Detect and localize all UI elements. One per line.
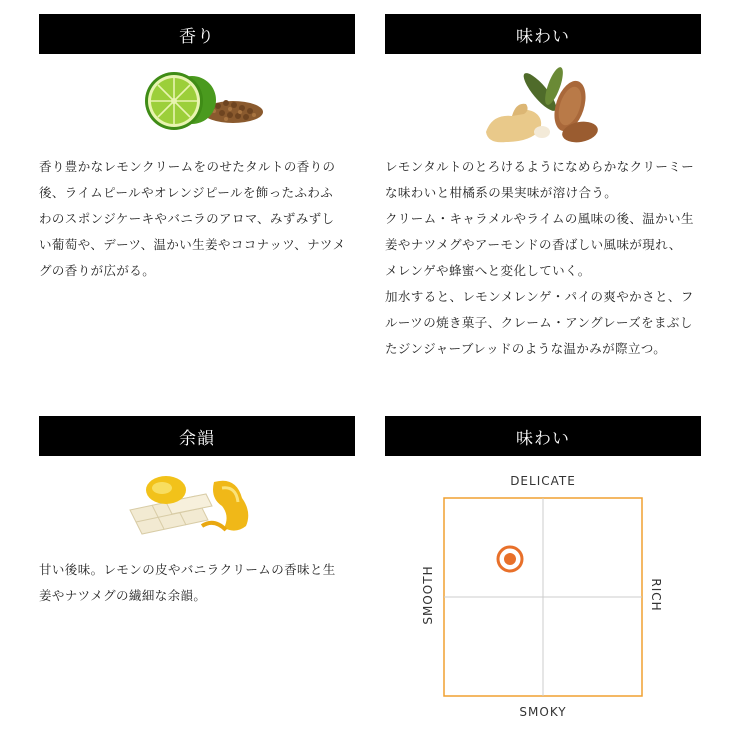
axis-label-top: DELICATE xyxy=(510,474,576,488)
finish-line: 甘い後味。レモンの皮やバニラクリームの香味と生 xyxy=(39,562,336,577)
flavor-marker-dot xyxy=(504,553,516,565)
taste-line: ルーツの焼き菓子、クレーム・アングレーズをまぶし xyxy=(385,315,693,330)
chart-title: 味わい xyxy=(516,428,570,449)
chart-header xyxy=(385,416,701,456)
finish-header xyxy=(39,416,355,456)
taste-title: 味わい xyxy=(516,26,570,47)
aroma-line: 香り豊かなレモンクリームをのせたタルトの香りの xyxy=(39,159,336,174)
flavor-chart xyxy=(443,497,643,697)
axis-label-right: RICH xyxy=(649,578,663,612)
taste-line: たジンジャーブレッドのような温かみが際立つ。 xyxy=(385,341,667,356)
taste-line: クリーム・キャラメルやライムの風味の後、温かい生 xyxy=(385,211,694,226)
taste-description xyxy=(385,154,715,362)
finish-description xyxy=(39,557,359,609)
taste-line: 加水すると、レモンメレンゲ・パイの爽やかさと、フ xyxy=(385,289,694,304)
lime-spice-image xyxy=(130,70,270,132)
axis-label-bottom: SMOKY xyxy=(519,705,567,719)
taste-line: レモンタルトのとろけるようになめらかなクリーミー xyxy=(385,159,695,174)
taste-line: メレンゲや蜂蜜へと変化していく。 xyxy=(385,263,591,278)
axis-label-left: SMOOTH xyxy=(421,565,435,625)
taste-line: 姜やナツメグやアーモンドの香ばしい風味が現れ、 xyxy=(385,237,682,252)
aroma-header xyxy=(39,14,355,54)
aroma-description xyxy=(39,154,359,284)
lemon-white-chocolate-image xyxy=(126,472,258,538)
ginger-almond-image xyxy=(482,66,602,148)
aroma-line: い葡萄や、デーツ、温かい生姜やココナッツ、ナツメ xyxy=(39,237,346,252)
aroma-line: 後、ライムピールやオレンジピールを飾ったふわふ xyxy=(39,185,334,200)
aroma-title: 香り xyxy=(179,26,215,47)
finish-title: 余韻 xyxy=(179,428,215,449)
aroma-line: わのスポンジケーキやバニラのアロマ、みずみずし xyxy=(39,211,335,226)
finish-line: 姜やナツメグの繊細な余韻。 xyxy=(39,588,207,603)
aroma-line: グの香りが広がる。 xyxy=(39,263,156,278)
taste-header xyxy=(385,14,701,54)
taste-line: な味わいと柑橘系の果実味が溶け合う。 xyxy=(385,185,618,200)
